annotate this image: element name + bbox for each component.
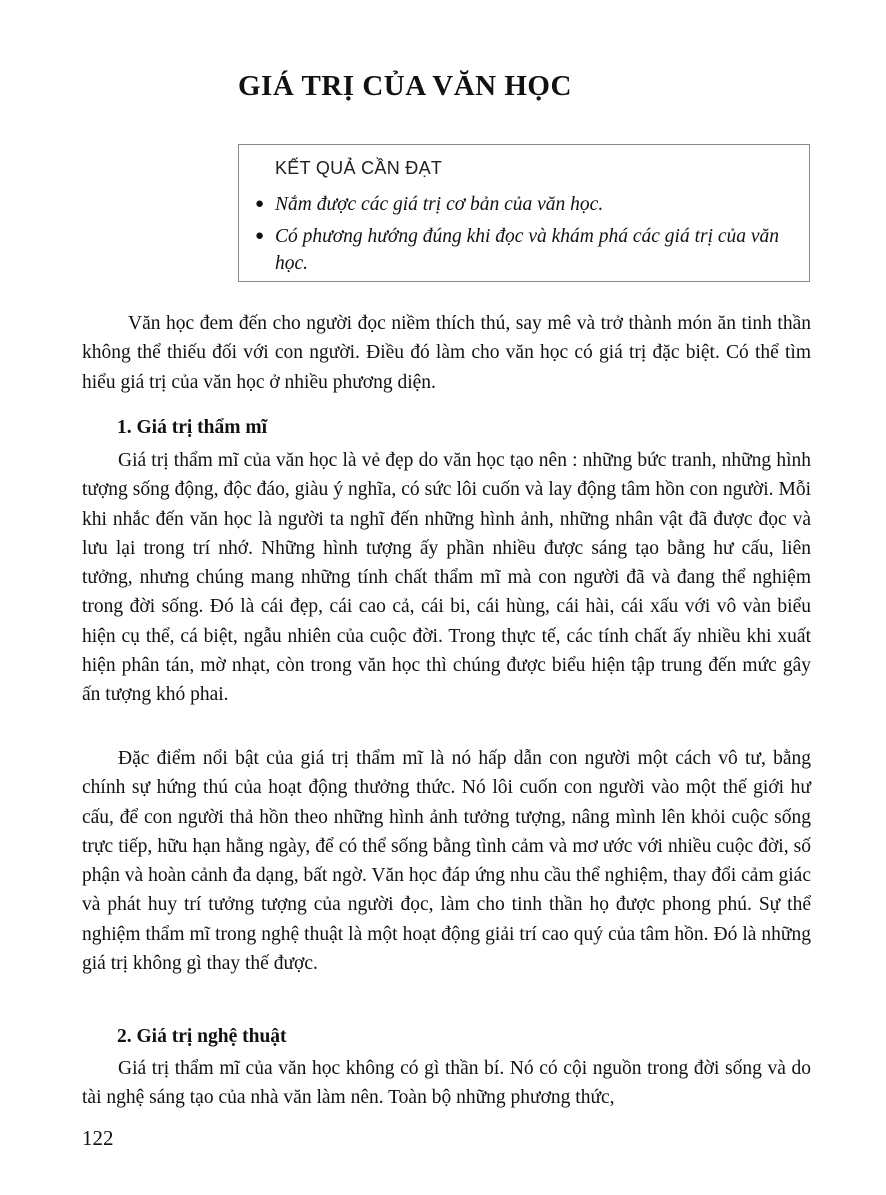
learning-outcome-item bbox=[255, 191, 795, 218]
body-paragraph: Giá trị thẩm mĩ của văn học không có gì thần bí. Nó có cội nguồn trong đời sống và do tài nghệ sáng tạo của nhà văn làm nên. Toàn bộ những phương thức, bbox=[82, 1058, 811, 1109]
intro-paragraph: Văn học đem đến cho người đọc niềm thích thú, say mê và trở thành món ăn tinh thần không thể thiếu đối với con người. Điều đó làm cho văn học có giá trị đặc biệt. Có thể tìm hiểu giá trị của văn học ở nhiều phương diện. bbox=[82, 313, 811, 393]
learning-outcomes-heading: KẾT QUẢ CẦN ĐẠT bbox=[275, 158, 443, 178]
bullet-icon: ● bbox=[255, 228, 265, 244]
bullet-icon: ● bbox=[255, 196, 265, 212]
learning-outcome-text: Có phương hướng đúng khi đọc và khám phá các giá trị của văn học. bbox=[275, 226, 780, 274]
section-heading-aesthetic-value: 1. Giá trị thẩm mĩ bbox=[117, 417, 268, 438]
learning-outcomes-box bbox=[238, 144, 810, 282]
learning-outcomes-list bbox=[255, 191, 795, 282]
body-paragraph: Đặc điểm nổi bật của giá trị thẩm mĩ là nó hấp dẫn con người một cách vô tư, bằng chính sự hứng thú của hoạt động thưởng thức. Nó lôi cuốn con người vào một thế giới hư cấu, để con người thả hồn theo những hình ảnh tưởng tượng, nâng mình lên khỏi cuộc sống trực tiếp, hữu hạn hằng ngày, để có thể sống bằng tình cảm và mơ ước với nhiều cuộc đời, số phận và hoàn cảnh đa dạng, bất ngờ. Văn học đáp ứng nhu cầu thể nghiệm, thay đổi cảm giác và phát huy trí tưởng tượng của người đọc, làm cho tinh thần họ được phong phú. Sự thể nghiệm thẩm mĩ trong nghệ thuật là một hoạt động giải trí cao quý của tâm hồn. Đó là những giá trị không gì thay thế được. bbox=[82, 748, 811, 975]
section-heading-artistic-value: 2. Giá trị nghệ thuật bbox=[117, 1026, 287, 1047]
page-title: GIÁ TRỊ CỦA VĂN HỌC bbox=[238, 70, 572, 102]
learning-outcome-text: Nắm được các giá trị cơ bản của văn học. bbox=[275, 194, 604, 215]
learning-outcome-item bbox=[255, 223, 795, 277]
page-number: 122 bbox=[82, 1126, 114, 1150]
body-paragraph: Giá trị thẩm mĩ của văn học là vẻ đẹp do văn học tạo nên : những bức tranh, những hình tượng sống động, độc đáo, giàu ý nghĩa, có sức lôi cuốn và lay động tâm hồn con người. Mỗi khi nhắc đến văn học là người ta nghĩ đến những hình ảnh, những nhân vật đã được đọc và lưu lại trong trí nhớ. Những hình tượng ấy phần nhiều được sáng tạo bằng hư cấu, liên tưởng, nhưng chúng mang những tính chất thẩm mĩ mà con người đã và đang thể nghiệm trong đời sống. Đó là cái đẹp, cái cao cả, cái bi, cái hùng, cái hài, cái xấu với vô vàn biểu hiện cụ thể, cá biệt, ngẫu nhiên của cuộc đời. Trong thực tế, các tính chất ấy nhiều khi xuất hiện phân tán, mờ nhạt, còn trong văn học thì chúng được biểu hiện tập trung đến mức gây ấn tượng khó phai. bbox=[82, 450, 811, 706]
